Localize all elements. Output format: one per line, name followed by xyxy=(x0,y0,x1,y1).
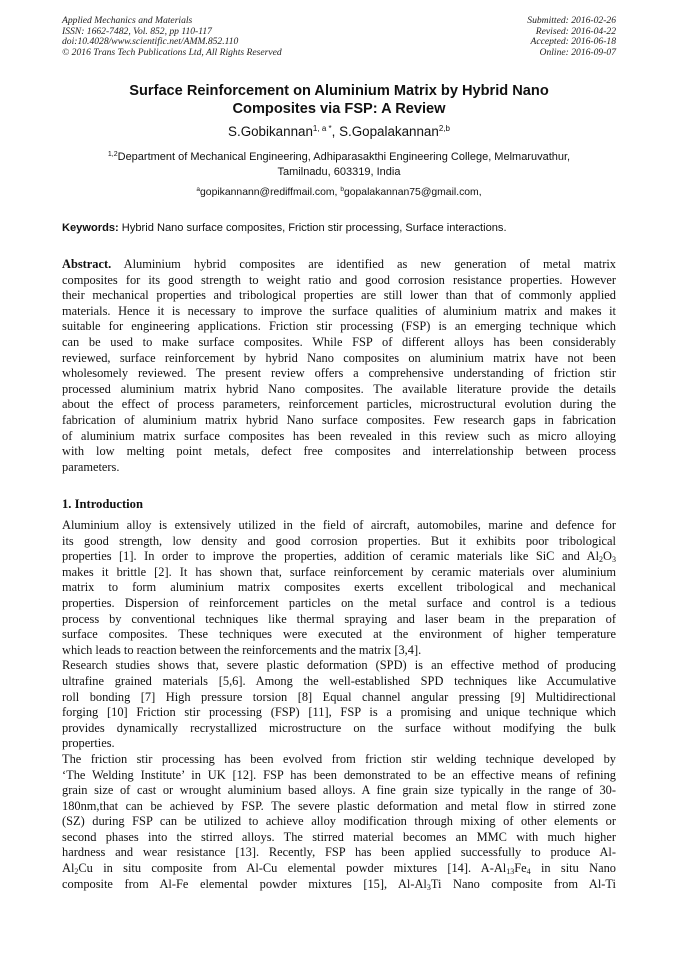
body-line xyxy=(62,549,616,565)
body-line: properties. xyxy=(62,736,115,751)
abstract-label: Abstract. xyxy=(62,257,112,271)
keywords-label: Keywords: xyxy=(62,222,119,234)
email-b-mark: b xyxy=(340,186,344,193)
abstract-line: processed aluminium matrix hybrid Nano composites. The available literature provide the details xyxy=(62,381,616,396)
body-line: roll bonding [7] High pressure torsion [8] Equal channel angular pressing [9] Multidirectional xyxy=(62,689,616,704)
email-b: gopalakannan75@gmail.com, xyxy=(343,187,482,198)
body-text: O xyxy=(603,549,612,564)
journal-doi: doi:10.4028/www.scientific.net/AMM.852.110 xyxy=(62,36,239,48)
email-a-mark: a xyxy=(196,186,201,193)
body-line: Aluminium alloy is extensively utilized in the field of aircraft, automobiles, marine and defence for xyxy=(62,518,616,532)
author-2-affiliation-mark: 2,b xyxy=(438,124,450,133)
paper-title-line-1: Surface Reinforcement on Aluminium Matrix by Hybrid Nano xyxy=(129,83,549,99)
author-separator: , xyxy=(331,124,340,139)
abstract-line: materials. Hence it is necessary to improve the surface qualities of aluminium matrix and makes it xyxy=(62,303,616,318)
author-emails xyxy=(62,186,616,200)
abstract-line: suitable for engineering applications. Friction stir processing (FSP) is an emerging technique which xyxy=(62,319,616,334)
abstract-line: composites for its good strength to weight ratio and good corrosion resistance properties. However xyxy=(62,272,616,287)
body-line: 180nm,that can be achieved by FSP. The severe plastic deformation and metal flow in stirred zone xyxy=(62,798,616,813)
journal-info xyxy=(62,16,282,58)
abstract-line: parameters. xyxy=(62,459,120,474)
author-1-affiliation-mark: 1, a * xyxy=(312,124,332,133)
email-a: gopikannann@rediffmail.com, xyxy=(200,187,341,198)
affiliation-line-1 xyxy=(62,150,616,165)
body-text: in situ Nano xyxy=(530,861,616,876)
body-line: ‘The Welding Institute’ in UK [12]. FSP has been demonstrated to be an effective means of refining xyxy=(62,767,616,782)
paper-title-line-2: Composites via FSP: A Review xyxy=(232,101,446,117)
body-text: Al xyxy=(62,861,75,876)
affiliation-mark: 1,2 xyxy=(107,151,118,158)
subscript: 13 xyxy=(506,867,515,877)
body-text: properties [1]. In order to improve the properties, addition of ceramic materials like SiC and Al xyxy=(62,549,600,564)
body-text: composite from Al-Fe elemental powder mixtures [15], Al-Al xyxy=(62,876,427,891)
author-list xyxy=(62,123,616,141)
keywords xyxy=(62,221,616,235)
affiliation-text-1: Department of Mechanical Engineering, Adhiparasakthi Engineering College, Melmaruvathur, xyxy=(117,151,571,163)
affiliation xyxy=(62,150,616,180)
section-heading-introduction: 1. Introduction xyxy=(62,497,143,511)
subscript: 2 xyxy=(599,555,604,565)
body-text: Cu in situ composite from Al-Cu elemental powder mixtures [14]. A-Al xyxy=(78,861,507,876)
author-1: S.Gobikannan xyxy=(228,124,313,139)
body-line: surface composites. These techniques were executed at the environment of higher temperature xyxy=(62,627,616,642)
body-line: second phases into the stirred alloys. The stirred material becomes an MMC with much higher xyxy=(62,829,616,844)
journal-issn: ISSN: 1662-7482, Vol. 852, pp 110-117 xyxy=(62,25,212,37)
body-line: grain size of cast or wrought aluminium based alloys. A fine grain size typically in the range of 30- xyxy=(62,783,616,798)
body-text: Fe xyxy=(514,861,527,876)
journal-header xyxy=(62,16,616,58)
body-line: process by conventional techniques like thermal spraying and laser beam in the preparation of xyxy=(62,611,616,626)
subscript: 4 xyxy=(526,867,531,877)
introduction-body xyxy=(62,518,616,892)
body-line xyxy=(62,861,616,877)
body-line: matrix to form aluminium matrix composites exerts excellent tribological and mechanical xyxy=(62,580,616,595)
date-accepted: Accepted: 2016-06-18 xyxy=(530,36,616,48)
body-line: hardness and wear resistance [13]. Recently, FSP has been applied successfully to produce Al- xyxy=(62,845,616,860)
body-line: (SZ) during FSP can be utilized to achieve alloy modification through mixing of other elements or xyxy=(62,814,616,829)
abstract-first-line: Aluminium hybrid composites are identified as new generation of metal matrix xyxy=(111,257,616,271)
subscript: 3 xyxy=(426,882,431,892)
date-submitted: Submitted: 2016-02-26 xyxy=(527,15,616,26)
abstract-line: reviewed, surface reinforcement by hybrid Nano composites on aluminium matrix have not been xyxy=(62,350,616,365)
body-line: provides dynamically recrystallized microstructure on the surface without modifying the bulk xyxy=(62,720,616,735)
body-line: properties. Dispersion of reinforcement particles on the metal surface and control is a tedious xyxy=(62,595,616,610)
subscript: 2 xyxy=(74,867,79,877)
abstract-line: fabrication of aluminium matrix hybrid Nano surface composites. Few research gaps in fabrication xyxy=(62,412,616,427)
author-2: S.Gopalakannan xyxy=(339,124,439,139)
body-line: Research studies shows that, severe plastic deformation (SPD) is an effective method of producing xyxy=(62,658,616,673)
body-line: which leads to reaction between the reinforcements and the matrix [3,4]. xyxy=(62,642,422,657)
body-line: forging [10] Friction stir processing (FSP) [11], FSP is a promising and unique technique which xyxy=(62,705,616,720)
body-line: makes it brittle [2]. It has shown that, surface reinforcement by ceramic materials over aluminium xyxy=(62,564,616,579)
abstract xyxy=(62,257,616,475)
body-line xyxy=(62,877,616,893)
abstract-line: of aluminium matrix surface composites has been revealed in this review such as micro alloying xyxy=(62,428,616,443)
abstract-line xyxy=(62,257,616,273)
paper-title xyxy=(62,82,616,118)
abstract-line: wholesomely reviewed. The present review offers a comprehensive understanding of friction stir xyxy=(62,366,616,381)
affiliation-line-2: Tamilnadu, 603319, India xyxy=(277,166,401,178)
abstract-line: can be used to make surface composites. While FSP of different alloys has been considerably xyxy=(62,334,616,349)
body-text: Ti Nano composite from Al-Ti xyxy=(430,876,616,891)
body-line: ultrafine grained materials [5,6]. Among the well-established SPD techniques like Accumulative xyxy=(62,673,616,688)
body-line: its good strength, low density and good corrosion properties. But it exhibits poor tribological xyxy=(62,533,616,548)
journal-copyright: © 2016 Trans Tech Publications Ltd, All Rights Reserved xyxy=(62,46,282,58)
date-revised: Revised: 2016-04-22 xyxy=(535,25,616,37)
journal-name: Applied Mechanics and Materials xyxy=(62,15,193,26)
abstract-line: with low melting point metals, defect free composites and interrelationship between process xyxy=(62,444,616,459)
publication-dates xyxy=(527,16,616,58)
abstract-line: about the effect of process parameters, reinforcement particles, microstructural evolution during the xyxy=(62,397,616,412)
abstract-line: their mechanical properties and tribological properties are still lower than that of commonly applied xyxy=(62,288,616,303)
keywords-text: Hybrid Nano surface composites, Friction stir processing, Surface interactions. xyxy=(118,222,507,234)
date-online: Online: 2016-09-07 xyxy=(539,46,616,58)
body-line: The friction stir processing has been evolved from friction stir welding technique developed by xyxy=(62,751,616,766)
subscript: 3 xyxy=(612,555,616,565)
